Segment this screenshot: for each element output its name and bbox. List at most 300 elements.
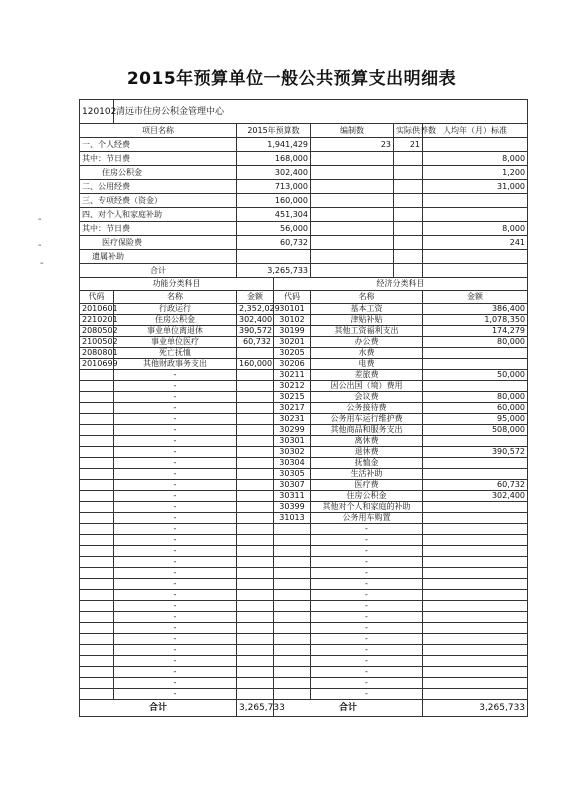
summary-item-name: 遗属补助 bbox=[80, 250, 237, 264]
func-name: - bbox=[114, 656, 237, 667]
func-amount bbox=[237, 623, 274, 634]
func-name: 其他财政事务支出 bbox=[114, 359, 237, 370]
econ-name: 住房公积金 bbox=[311, 491, 423, 502]
econ-code bbox=[274, 623, 311, 634]
econ-name: 因公出国（境）费用 bbox=[311, 381, 423, 392]
detail-row bbox=[80, 447, 528, 458]
econ-code: 30101 bbox=[274, 304, 311, 315]
econ-code bbox=[274, 689, 311, 700]
summary-actual: 21 bbox=[394, 138, 423, 152]
func-code bbox=[80, 557, 114, 568]
func-name: - bbox=[114, 436, 237, 447]
summary-row bbox=[80, 222, 528, 236]
detail-row bbox=[80, 381, 528, 392]
func-code bbox=[80, 403, 114, 414]
summary-actual bbox=[394, 250, 423, 264]
func-amount bbox=[237, 381, 274, 392]
econ-amount bbox=[423, 469, 528, 480]
func-name: 事业单位医疗 bbox=[114, 337, 237, 348]
summary-staff bbox=[311, 250, 394, 264]
detail-row bbox=[80, 634, 528, 645]
summary-staff bbox=[311, 152, 394, 166]
summary-actual bbox=[394, 166, 423, 180]
func-amount bbox=[237, 491, 274, 502]
econ-name: 其他工资福利支出 bbox=[311, 326, 423, 337]
header-actual: 实际供养数 bbox=[394, 124, 423, 138]
func-code bbox=[80, 667, 114, 678]
func-amount: 2,352,029 bbox=[237, 304, 274, 315]
header-func-amount: 金额 bbox=[237, 291, 274, 304]
econ-amount bbox=[423, 359, 528, 370]
func-amount: 60,732 bbox=[237, 337, 274, 348]
section-header-row bbox=[80, 278, 528, 291]
econ-name: 差旅费 bbox=[311, 370, 423, 381]
econ-code bbox=[274, 667, 311, 678]
econ-code: 30299 bbox=[274, 425, 311, 436]
econ-code: 30304 bbox=[274, 458, 311, 469]
summary-budget: 3,265,733 bbox=[237, 264, 311, 278]
func-name: - bbox=[114, 579, 237, 590]
func-code: 2100502 bbox=[80, 337, 114, 348]
margin-mark: - bbox=[40, 258, 44, 269]
func-name: 事业单位离退休 bbox=[114, 326, 237, 337]
econ-name: 医疗费 bbox=[311, 480, 423, 491]
header-econ-name: 名称 bbox=[311, 291, 423, 304]
func-amount bbox=[237, 524, 274, 535]
econ-name: - bbox=[311, 645, 423, 656]
detail-row bbox=[80, 601, 528, 612]
func-amount bbox=[237, 425, 274, 436]
econ-amount bbox=[423, 656, 528, 667]
section-economic: 经济分类科目 bbox=[274, 278, 528, 291]
total-amount-right: 3,265,733 bbox=[423, 700, 528, 717]
func-name: - bbox=[114, 612, 237, 623]
header-func-code: 代码 bbox=[80, 291, 114, 304]
summary-row bbox=[80, 264, 528, 278]
detail-row bbox=[80, 502, 528, 513]
func-name: - bbox=[114, 447, 237, 458]
func-name: - bbox=[114, 535, 237, 546]
detail-row bbox=[80, 535, 528, 546]
summary-actual bbox=[394, 152, 423, 166]
econ-name: - bbox=[311, 568, 423, 579]
func-amount bbox=[237, 535, 274, 546]
detail-row bbox=[80, 667, 528, 678]
econ-name: 电费 bbox=[311, 359, 423, 370]
econ-amount: 60,732 bbox=[423, 480, 528, 491]
econ-amount bbox=[423, 601, 528, 612]
func-amount bbox=[237, 601, 274, 612]
econ-amount bbox=[423, 612, 528, 623]
econ-code bbox=[274, 524, 311, 535]
econ-amount bbox=[423, 524, 528, 535]
func-code bbox=[80, 381, 114, 392]
econ-name: 津贴补贴 bbox=[311, 315, 423, 326]
summary-staff bbox=[311, 208, 394, 222]
summary-standard: 8,000 bbox=[423, 222, 528, 236]
func-name: - bbox=[114, 678, 237, 689]
detail-row bbox=[80, 425, 528, 436]
summary-item-name: 其中：节日费 bbox=[80, 222, 237, 236]
func-amount bbox=[237, 667, 274, 678]
econ-code bbox=[274, 678, 311, 689]
func-amount bbox=[237, 513, 274, 524]
summary-actual bbox=[394, 208, 423, 222]
func-name: - bbox=[114, 491, 237, 502]
func-code: 2010601 bbox=[80, 304, 114, 315]
summary-standard bbox=[423, 208, 528, 222]
econ-code: 30311 bbox=[274, 491, 311, 502]
func-code bbox=[80, 502, 114, 513]
summary-budget: 1,941,429 bbox=[237, 138, 311, 152]
total-row bbox=[80, 700, 528, 717]
func-name: - bbox=[114, 458, 237, 469]
econ-amount bbox=[423, 678, 528, 689]
detail-row bbox=[80, 491, 528, 502]
detail-row bbox=[80, 546, 528, 557]
func-name: - bbox=[114, 381, 237, 392]
summary-row bbox=[80, 194, 528, 208]
econ-amount bbox=[423, 579, 528, 590]
func-amount bbox=[237, 546, 274, 557]
econ-code: 30231 bbox=[274, 414, 311, 425]
econ-name: 公务用车购置 bbox=[311, 513, 423, 524]
econ-code: 30399 bbox=[274, 502, 311, 513]
func-amount bbox=[237, 392, 274, 403]
econ-code: 30206 bbox=[274, 359, 311, 370]
summary-staff: 23 bbox=[311, 138, 394, 152]
econ-code: 30305 bbox=[274, 469, 311, 480]
econ-name: 会议费 bbox=[311, 392, 423, 403]
econ-name: - bbox=[311, 634, 423, 645]
econ-amount: 95,000 bbox=[423, 414, 528, 425]
econ-amount bbox=[423, 557, 528, 568]
func-name: - bbox=[114, 601, 237, 612]
summary-actual bbox=[394, 222, 423, 236]
summary-actual bbox=[394, 264, 423, 278]
econ-code: 30102 bbox=[274, 315, 311, 326]
func-code bbox=[80, 513, 114, 524]
func-code: 2210201 bbox=[80, 315, 114, 326]
econ-amount bbox=[423, 634, 528, 645]
econ-name: - bbox=[311, 623, 423, 634]
detail-row bbox=[80, 678, 528, 689]
summary-item-name: 一、个人经费 bbox=[80, 138, 237, 152]
econ-code: 30205 bbox=[274, 348, 311, 359]
func-name: - bbox=[114, 513, 237, 524]
func-name: - bbox=[114, 502, 237, 513]
econ-amount: 80,000 bbox=[423, 337, 528, 348]
func-amount: 160,000 bbox=[237, 359, 274, 370]
detail-row bbox=[80, 359, 528, 370]
func-amount bbox=[237, 645, 274, 656]
func-amount: 390,572 bbox=[237, 326, 274, 337]
func-amount bbox=[237, 634, 274, 645]
econ-name: 公务用车运行维护费 bbox=[311, 414, 423, 425]
func-code bbox=[80, 612, 114, 623]
func-amount bbox=[237, 678, 274, 689]
econ-code: 30201 bbox=[274, 337, 311, 348]
econ-amount bbox=[423, 623, 528, 634]
summary-row bbox=[80, 138, 528, 152]
detail-row bbox=[80, 612, 528, 623]
func-amount bbox=[237, 436, 274, 447]
econ-amount bbox=[423, 458, 528, 469]
top-header-row bbox=[80, 124, 528, 138]
budget-sheet bbox=[79, 99, 527, 717]
func-code bbox=[80, 645, 114, 656]
summary-row bbox=[80, 180, 528, 194]
econ-amount: 508,000 bbox=[423, 425, 528, 436]
func-name: - bbox=[114, 667, 237, 678]
func-code bbox=[80, 469, 114, 480]
econ-amount bbox=[423, 645, 528, 656]
econ-name: 抚恤金 bbox=[311, 458, 423, 469]
summary-item-name: 其中：节日费 bbox=[80, 152, 237, 166]
summary-budget: 302,400 bbox=[237, 166, 311, 180]
detail-row bbox=[80, 645, 528, 656]
econ-code: 30199 bbox=[274, 326, 311, 337]
econ-code bbox=[274, 535, 311, 546]
econ-amount bbox=[423, 381, 528, 392]
detail-row bbox=[80, 579, 528, 590]
section-functional: 功能分类科目 bbox=[80, 278, 274, 291]
func-amount bbox=[237, 414, 274, 425]
econ-code: 31013 bbox=[274, 513, 311, 524]
func-code bbox=[80, 414, 114, 425]
econ-code bbox=[274, 656, 311, 667]
econ-code: 30215 bbox=[274, 392, 311, 403]
header-project-name: 项目名称 bbox=[80, 124, 237, 138]
econ-name: 离休费 bbox=[311, 436, 423, 447]
func-code bbox=[80, 425, 114, 436]
sub-header-row bbox=[80, 291, 528, 304]
header-budget: 2015年预算数 bbox=[237, 124, 311, 138]
econ-amount bbox=[423, 667, 528, 678]
econ-code bbox=[274, 601, 311, 612]
econ-amount bbox=[423, 546, 528, 557]
func-name: - bbox=[114, 557, 237, 568]
func-amount bbox=[237, 579, 274, 590]
detail-row bbox=[80, 568, 528, 579]
func-name: - bbox=[114, 392, 237, 403]
summary-staff bbox=[311, 180, 394, 194]
econ-name: 公务接待费 bbox=[311, 403, 423, 414]
econ-name: - bbox=[311, 557, 423, 568]
summary-standard: 1,200 bbox=[423, 166, 528, 180]
summary-item-name: 医疗保险费 bbox=[80, 236, 237, 250]
detail-row bbox=[80, 689, 528, 700]
func-amount bbox=[237, 447, 274, 458]
func-amount bbox=[237, 656, 274, 667]
detail-row bbox=[80, 403, 528, 414]
total-label-right: 合计 bbox=[274, 700, 423, 717]
summary-actual bbox=[394, 180, 423, 194]
econ-amount bbox=[423, 513, 528, 524]
func-code bbox=[80, 370, 114, 381]
func-amount bbox=[237, 557, 274, 568]
func-amount bbox=[237, 502, 274, 513]
func-name: - bbox=[114, 645, 237, 656]
econ-amount: 302,400 bbox=[423, 491, 528, 502]
summary-staff bbox=[311, 264, 394, 278]
econ-amount bbox=[423, 535, 528, 546]
header-econ-code: 代码 bbox=[274, 291, 311, 304]
func-name: - bbox=[114, 403, 237, 414]
econ-code bbox=[274, 557, 311, 568]
detail-row bbox=[80, 469, 528, 480]
summary-standard: 8,000 bbox=[423, 152, 528, 166]
func-name: 住房公积金 bbox=[114, 315, 237, 326]
summary-row bbox=[80, 166, 528, 180]
econ-name: 其他对个人和家庭的补助 bbox=[311, 502, 423, 513]
econ-name: 办公费 bbox=[311, 337, 423, 348]
summary-row bbox=[80, 152, 528, 166]
econ-code: 30211 bbox=[274, 370, 311, 381]
econ-name: - bbox=[311, 678, 423, 689]
econ-code: 30307 bbox=[274, 480, 311, 491]
econ-code bbox=[274, 634, 311, 645]
func-amount bbox=[237, 480, 274, 491]
func-code bbox=[80, 436, 114, 447]
econ-amount: 80,000 bbox=[423, 392, 528, 403]
func-name: - bbox=[114, 634, 237, 645]
func-name: 行政运行 bbox=[114, 304, 237, 315]
econ-name: - bbox=[311, 590, 423, 601]
econ-name: - bbox=[311, 535, 423, 546]
func-name: 死亡抚恤 bbox=[114, 348, 237, 359]
org-row bbox=[80, 100, 528, 124]
summary-item-name: 三、专项经费（资金） bbox=[80, 194, 237, 208]
summary-budget: 160,000 bbox=[237, 194, 311, 208]
header-staff: 编制数 bbox=[311, 124, 394, 138]
econ-name: - bbox=[311, 612, 423, 623]
func-code bbox=[80, 634, 114, 645]
func-code bbox=[80, 579, 114, 590]
func-code: 2080801 bbox=[80, 348, 114, 359]
summary-standard bbox=[423, 250, 528, 264]
summary-item-name: 合计 bbox=[80, 264, 237, 278]
func-code bbox=[80, 535, 114, 546]
detail-row bbox=[80, 524, 528, 535]
econ-amount bbox=[423, 689, 528, 700]
func-name: - bbox=[114, 469, 237, 480]
func-code bbox=[80, 689, 114, 700]
budget-table bbox=[79, 99, 528, 717]
func-amount bbox=[237, 403, 274, 414]
org-code: 120102 bbox=[80, 100, 114, 124]
summary-row bbox=[80, 208, 528, 222]
econ-code bbox=[274, 590, 311, 601]
summary-budget: 56,000 bbox=[237, 222, 311, 236]
econ-code: 30212 bbox=[274, 381, 311, 392]
summary-actual bbox=[394, 194, 423, 208]
func-code bbox=[80, 447, 114, 458]
summary-actual bbox=[394, 236, 423, 250]
econ-name: 水费 bbox=[311, 348, 423, 359]
func-name: - bbox=[114, 524, 237, 535]
econ-amount: 60,000 bbox=[423, 403, 528, 414]
summary-budget: 60,732 bbox=[237, 236, 311, 250]
func-code bbox=[80, 491, 114, 502]
summary-standard bbox=[423, 138, 528, 152]
func-name: - bbox=[114, 689, 237, 700]
econ-amount bbox=[423, 348, 528, 359]
summary-budget: 713,000 bbox=[237, 180, 311, 194]
func-code bbox=[80, 678, 114, 689]
func-code bbox=[80, 623, 114, 634]
func-name: - bbox=[114, 414, 237, 425]
econ-amount bbox=[423, 590, 528, 601]
page-title: 2015年预算单位一般公共预算支出明细表 bbox=[126, 69, 457, 89]
margin-mark: - bbox=[38, 214, 42, 225]
summary-standard bbox=[423, 194, 528, 208]
summary-budget: 451,304 bbox=[237, 208, 311, 222]
func-code bbox=[80, 656, 114, 667]
econ-code bbox=[274, 579, 311, 590]
total-label-left: 合计 bbox=[80, 700, 237, 717]
detail-row bbox=[80, 480, 528, 491]
header-func-name: 名称 bbox=[114, 291, 237, 304]
econ-amount: 1,078,350 bbox=[423, 315, 528, 326]
econ-name: 退休费 bbox=[311, 447, 423, 458]
econ-amount: 50,000 bbox=[423, 370, 528, 381]
econ-code bbox=[274, 612, 311, 623]
detail-row bbox=[80, 414, 528, 425]
detail-row bbox=[80, 656, 528, 667]
func-code bbox=[80, 568, 114, 579]
func-name: - bbox=[114, 370, 237, 381]
detail-row bbox=[80, 557, 528, 568]
econ-name: - bbox=[311, 667, 423, 678]
detail-row bbox=[80, 370, 528, 381]
func-code bbox=[80, 392, 114, 403]
func-amount bbox=[237, 590, 274, 601]
total-amount-left: 3,265,733 bbox=[237, 700, 274, 717]
econ-amount: 390,572 bbox=[423, 447, 528, 458]
summary-standard: 31,000 bbox=[423, 180, 528, 194]
econ-amount bbox=[423, 502, 528, 513]
detail-row bbox=[80, 315, 528, 326]
summary-budget bbox=[237, 250, 311, 264]
econ-name: - bbox=[311, 579, 423, 590]
header-econ-amount: 金额 bbox=[423, 291, 528, 304]
econ-name: - bbox=[311, 656, 423, 667]
detail-row bbox=[80, 436, 528, 447]
econ-code bbox=[274, 546, 311, 557]
summary-row bbox=[80, 236, 528, 250]
func-code bbox=[80, 601, 114, 612]
func-code bbox=[80, 480, 114, 491]
func-code: 2010699 bbox=[80, 359, 114, 370]
econ-amount: 386,400 bbox=[423, 304, 528, 315]
summary-item-name: 二、公用经费 bbox=[80, 180, 237, 194]
detail-row bbox=[80, 337, 528, 348]
func-amount bbox=[237, 689, 274, 700]
func-code bbox=[80, 590, 114, 601]
func-code bbox=[80, 546, 114, 557]
func-name: - bbox=[114, 480, 237, 491]
econ-code: 30217 bbox=[274, 403, 311, 414]
func-code bbox=[80, 524, 114, 535]
margin-mark: - bbox=[38, 240, 42, 251]
func-amount bbox=[237, 370, 274, 381]
econ-code: 30302 bbox=[274, 447, 311, 458]
detail-row bbox=[80, 590, 528, 601]
econ-code bbox=[274, 568, 311, 579]
summary-item-name: 住房公积金 bbox=[80, 166, 237, 180]
econ-name: - bbox=[311, 524, 423, 535]
